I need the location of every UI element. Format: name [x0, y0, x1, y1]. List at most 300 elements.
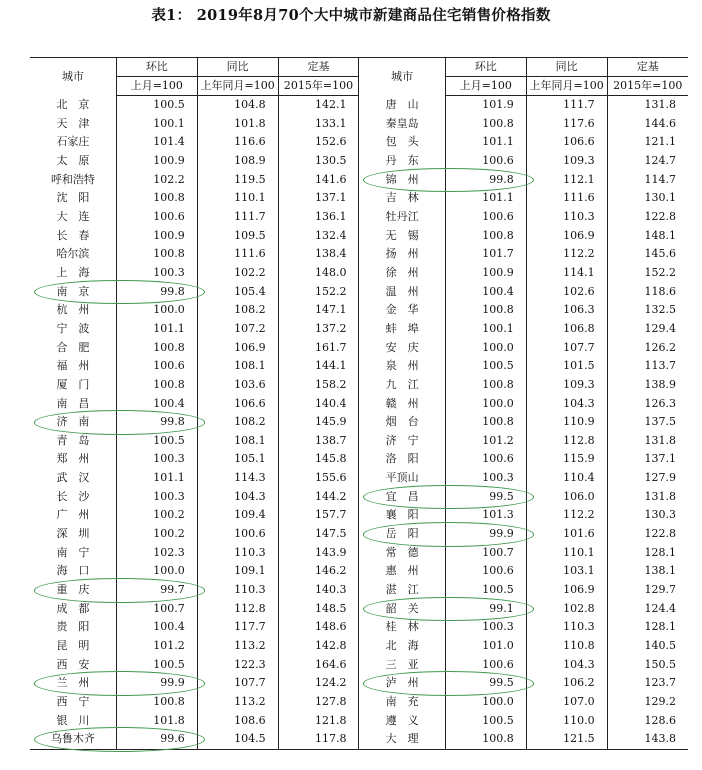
cell-mom-right: 100.6 [445, 208, 526, 227]
cell-city-left: 贵 阳 [56, 620, 90, 634]
cell-yoy-left: 107.2 [197, 320, 278, 339]
cell-city-right: 泸 州 [359, 674, 445, 693]
cell-yoy-left: 105.4 [197, 283, 278, 302]
header-city-left: 城市 [30, 58, 116, 96]
cell-mom-right: 101.9 [445, 96, 526, 115]
cell-base-right: 132.5 [607, 301, 688, 320]
cell-city-right: 洛 阳 [359, 450, 445, 469]
cell-city-left: 乌鲁木齐 [30, 730, 116, 749]
cell-city-left: 南 京 [56, 284, 90, 298]
cell-mom-left: 100.1 [116, 115, 197, 134]
cell-base-right: 113.7 [607, 357, 688, 376]
cell-base-right: 124.7 [607, 152, 688, 171]
cell-base-left: 144.2 [278, 488, 359, 507]
cell-city-left: 南 昌 [56, 396, 90, 410]
cell-yoy-right: 111.6 [526, 189, 607, 208]
cell-city-left: 武 汉 [56, 471, 90, 485]
cell-yoy-right: 112.2 [526, 506, 607, 525]
cell-city-left: 天 津 [56, 116, 90, 130]
cell-mom-right: 100.3 [445, 469, 526, 488]
cell-city-right: 金 华 [359, 301, 445, 320]
cell-mom-right: 100.5 [445, 581, 526, 600]
cell-yoy-right: 101.5 [526, 357, 607, 376]
cell-base-left: 146.2 [278, 562, 359, 581]
cell-city-left: 沈 阳 [56, 191, 90, 205]
cell-yoy-left: 110.3 [197, 544, 278, 563]
cell-city-left: 大 连 [56, 209, 90, 223]
cell-base-right: 131.8 [607, 432, 688, 451]
cell-yoy-right: 106.9 [526, 581, 607, 600]
header-row-main [30, 58, 688, 77]
cell-mom-left: 100.6 [116, 208, 197, 227]
cell-yoy-left: 106.6 [197, 395, 278, 414]
cell-mom-right: 100.5 [445, 712, 526, 731]
cell-city-left: 长 春 [56, 228, 90, 242]
cell-base-left: 141.6 [278, 171, 359, 190]
cell-base-right: 144.6 [607, 115, 688, 134]
cell-base-left: 136.1 [278, 208, 359, 227]
table-row [30, 488, 688, 507]
cell-base-left: 137.2 [278, 320, 359, 339]
cell-mom-left: 100.5 [116, 656, 197, 675]
cell-base-right: 129.7 [607, 581, 688, 600]
cell-mom-right: 101.1 [445, 133, 526, 152]
cell-yoy-left: 105.1 [197, 450, 278, 469]
cell-city-left: 银 川 [56, 713, 90, 727]
cell-yoy-right: 106.6 [526, 133, 607, 152]
cell-mom-left: 101.2 [116, 637, 197, 656]
table-row [30, 581, 688, 600]
price-index-table [30, 57, 688, 750]
cell-yoy-left: 108.1 [197, 432, 278, 451]
cell-base-left: 164.6 [278, 656, 359, 675]
cell-base-right: 150.5 [607, 656, 688, 675]
cell-city-right: 北 海 [359, 637, 445, 656]
cell-base-right: 131.8 [607, 488, 688, 507]
cell-mom-left: 100.8 [116, 376, 197, 395]
cell-mom-left: 100.3 [116, 488, 197, 507]
table-row [30, 96, 688, 115]
subheader-yoy-right: 上年同月=100 [526, 77, 607, 96]
table-row [30, 227, 688, 246]
cell-city-right: 丹 东 [359, 152, 445, 171]
cell-mom-right: 100.9 [445, 264, 526, 283]
cell-base-left: 148.5 [278, 600, 359, 619]
cell-base-left: 148.0 [278, 264, 359, 283]
cell-yoy-left: 112.8 [197, 600, 278, 619]
cell-base-right: 138.9 [607, 376, 688, 395]
cell-city-left: 呼和浩特 [50, 172, 95, 186]
cell-city-right: 牡丹江 [359, 208, 445, 227]
cell-yoy-left: 117.7 [197, 618, 278, 637]
cell-base-left: 117.8 [278, 730, 359, 749]
cell-city-left: 西 安 [56, 657, 90, 671]
cell-mom-left: 100.4 [116, 618, 197, 637]
cell-mom-left: 100.2 [116, 525, 197, 544]
cell-yoy-left: 103.6 [197, 376, 278, 395]
cell-base-right: 130.1 [607, 189, 688, 208]
cell-yoy-right: 121.5 [526, 730, 607, 749]
table-row [30, 133, 688, 152]
subheader-yoy-left: 上年同月=100 [197, 77, 278, 96]
cell-base-left: 138.4 [278, 245, 359, 264]
cell-yoy-left: 110.1 [197, 189, 278, 208]
cell-base-right: 130.3 [607, 506, 688, 525]
cell-base-left: 158.2 [278, 376, 359, 395]
cell-yoy-right: 115.9 [526, 450, 607, 469]
cell-city-left: 重 庆 [56, 583, 90, 597]
cell-base-right: 127.9 [607, 469, 688, 488]
cell-city-right: 安 庆 [359, 339, 445, 358]
cell-base-left: 130.5 [278, 152, 359, 171]
table-row [30, 693, 688, 712]
cell-mom-left: 100.3 [116, 264, 197, 283]
cell-city-left: 广 州 [56, 508, 90, 522]
cell-yoy-left: 119.5 [197, 171, 278, 190]
header-base-left: 定基 [278, 58, 359, 77]
cell-city-left: 昆 明 [56, 639, 90, 653]
cell-city-left: 青 岛 [56, 433, 90, 447]
cell-mom-left: 101.4 [116, 133, 197, 152]
cell-yoy-left: 104.5 [197, 730, 278, 749]
cell-base-left: 152.2 [278, 283, 359, 302]
cell-city-left: 西 宁 [56, 695, 90, 708]
cell-mom-left: 100.4 [116, 395, 197, 414]
cell-base-left: 155.6 [278, 469, 359, 488]
cell-base-right: 114.7 [607, 171, 688, 190]
header-base-right: 定基 [607, 58, 688, 77]
cell-mom-right: 100.8 [445, 301, 526, 320]
cell-base-right: 138.1 [607, 562, 688, 581]
cell-mom-left: 100.5 [116, 432, 197, 451]
table-row [30, 712, 688, 731]
cell-yoy-left: 114.3 [197, 469, 278, 488]
cell-base-right: 121.1 [607, 133, 688, 152]
table-row [30, 189, 688, 208]
cell-yoy-left: 109.1 [197, 562, 278, 581]
cell-yoy-right: 112.2 [526, 245, 607, 264]
cell-yoy-right: 104.3 [526, 656, 607, 675]
cell-base-right: 140.5 [607, 637, 688, 656]
cell-yoy-left: 113.2 [197, 637, 278, 656]
cell-mom-right: 100.8 [445, 376, 526, 395]
cell-base-right: 137.1 [607, 450, 688, 469]
cell-yoy-left: 111.7 [197, 208, 278, 227]
cell-yoy-left: 110.3 [197, 581, 278, 600]
cell-city-left: 石家庄 [56, 135, 90, 149]
cell-yoy-right: 112.8 [526, 432, 607, 451]
cell-yoy-left: 108.2 [197, 413, 278, 432]
table-row [30, 245, 688, 264]
table-row [30, 395, 688, 414]
cell-mom-right: 100.6 [445, 450, 526, 469]
cell-city-right: 湛 江 [359, 581, 445, 600]
cell-base-right: 124.4 [607, 600, 688, 619]
cell-city-right: 宜 昌 [359, 488, 445, 507]
cell-base-left: 142.1 [278, 96, 359, 115]
header-city-right: 城市 [359, 58, 445, 96]
cell-base-left: 147.5 [278, 525, 359, 544]
cell-yoy-right: 106.8 [526, 320, 607, 339]
cell-yoy-right: 110.3 [526, 618, 607, 637]
cell-base-left: 133.1 [278, 115, 359, 134]
cell-mom-left: 100.3 [116, 450, 197, 469]
cell-city-right: 蚌 埠 [359, 320, 445, 339]
header-mom-right: 环比 [445, 58, 526, 77]
cell-base-right: 137.5 [607, 413, 688, 432]
cell-mom-right: 100.3 [445, 618, 526, 637]
cell-mom-left: 100.7 [116, 600, 197, 619]
table-row [30, 152, 688, 171]
table-row [30, 656, 688, 675]
cell-mom-right: 100.7 [445, 544, 526, 563]
cell-city-left: 长 沙 [56, 489, 90, 503]
cell-yoy-right: 110.9 [526, 413, 607, 432]
cell-city-left: 合 肥 [56, 340, 90, 354]
cell-city-left: 杭 州 [56, 303, 90, 317]
table-row [30, 506, 688, 525]
cell-mom-left: 100.9 [116, 152, 197, 171]
cell-mom-right: 100.8 [445, 730, 526, 749]
cell-yoy-right: 109.3 [526, 152, 607, 171]
cell-city-left: 宁 波 [56, 321, 90, 335]
cell-city-right: 徐 州 [359, 264, 445, 283]
cell-mom-right: 99.8 [445, 171, 526, 190]
cell-yoy-left: 108.9 [197, 152, 278, 171]
cell-city-right: 吉 林 [359, 189, 445, 208]
cell-yoy-right: 109.3 [526, 376, 607, 395]
cell-yoy-right: 110.8 [526, 637, 607, 656]
cell-base-left: 148.6 [278, 618, 359, 637]
cell-mom-right: 100.8 [445, 115, 526, 134]
cell-mom-right: 100.4 [445, 283, 526, 302]
cell-yoy-right: 106.3 [526, 301, 607, 320]
cell-mom-left: 99.8 [116, 413, 197, 432]
cell-yoy-left: 104.8 [197, 96, 278, 115]
cell-base-right: 152.2 [607, 264, 688, 283]
cell-mom-left: 100.9 [116, 227, 197, 246]
cell-city-right: 襄 阳 [359, 506, 445, 525]
cell-base-left: 147.1 [278, 301, 359, 320]
cell-yoy-left: 113.2 [197, 693, 278, 712]
cell-mom-left: 101.1 [116, 469, 197, 488]
cell-mom-left: 100.5 [116, 96, 197, 115]
cell-mom-right: 100.5 [445, 357, 526, 376]
cell-mom-left: 99.8 [116, 283, 197, 302]
cell-city-right: 三 亚 [359, 656, 445, 675]
cell-base-left: 144.1 [278, 357, 359, 376]
cell-base-right: 118.6 [607, 283, 688, 302]
cell-mom-right: 99.1 [445, 600, 526, 619]
cell-city-right: 包 头 [359, 133, 445, 152]
cell-city-right: 赣 州 [359, 395, 445, 414]
table-row [30, 469, 688, 488]
cell-mom-left: 100.8 [116, 693, 197, 712]
cell-base-right: 129.4 [607, 320, 688, 339]
cell-mom-right: 100.6 [445, 562, 526, 581]
cell-yoy-left: 106.9 [197, 339, 278, 358]
cell-mom-left: 100.6 [116, 357, 197, 376]
cell-mom-left: 100.0 [116, 562, 197, 581]
cell-city-right: 岳 阳 [359, 525, 445, 544]
table-row [30, 432, 688, 451]
table-row [30, 264, 688, 283]
cell-city-right: 遵 义 [359, 712, 445, 731]
cell-mom-left: 101.1 [116, 320, 197, 339]
table-row [30, 618, 688, 637]
cell-base-left: 145.9 [278, 413, 359, 432]
cell-base-right: 128.6 [607, 712, 688, 731]
cell-base-left: 124.2 [278, 674, 359, 693]
cell-mom-right: 99.5 [445, 674, 526, 693]
cell-base-left: 161.7 [278, 339, 359, 358]
cell-city-right: 秦皇岛 [359, 115, 445, 134]
cell-mom-right: 100.1 [445, 320, 526, 339]
cell-city-left: 成 都 [56, 601, 90, 615]
cell-base-right: 126.3 [607, 395, 688, 414]
cell-base-left: 138.7 [278, 432, 359, 451]
cell-yoy-right: 103.1 [526, 562, 607, 581]
cell-base-left: 157.7 [278, 506, 359, 525]
subheader-mom-right: 上月=100 [445, 77, 526, 96]
table-row [30, 525, 688, 544]
cell-base-left: 140.4 [278, 395, 359, 414]
table-body [30, 96, 688, 750]
cell-yoy-right: 110.3 [526, 208, 607, 227]
cell-city-right: 平顶山 [359, 469, 445, 488]
cell-mom-right: 100.6 [445, 152, 526, 171]
cell-yoy-left: 108.6 [197, 712, 278, 731]
table-row [30, 600, 688, 619]
header-yoy-left: 同比 [197, 58, 278, 77]
table-row [30, 357, 688, 376]
cell-base-right: 123.7 [607, 674, 688, 693]
cell-mom-left: 100.8 [116, 245, 197, 264]
cell-base-left: 127.8 [278, 693, 359, 712]
cell-base-right: 143.8 [607, 730, 688, 749]
cell-mom-left: 99.9 [116, 674, 197, 693]
cell-city-left: 厦 门 [56, 377, 90, 391]
cell-yoy-left: 109.4 [197, 506, 278, 525]
cell-yoy-right: 107.7 [526, 339, 607, 358]
cell-mom-right: 99.5 [445, 488, 526, 507]
cell-city-right: 泉 州 [359, 357, 445, 376]
header-mom-left: 环比 [116, 58, 197, 77]
cell-yoy-left: 116.6 [197, 133, 278, 152]
table-row [30, 637, 688, 656]
cell-mom-right: 100.8 [445, 227, 526, 246]
cell-city-right: 桂 林 [359, 618, 445, 637]
cell-mom-right: 101.1 [445, 189, 526, 208]
cell-city-left: 北 京 [56, 97, 90, 111]
table-row [30, 376, 688, 395]
cell-yoy-left: 111.6 [197, 245, 278, 264]
cell-yoy-right: 102.6 [526, 283, 607, 302]
cell-yoy-right: 106.2 [526, 674, 607, 693]
table-row [30, 544, 688, 563]
table-row [30, 115, 688, 134]
cell-city-right: 扬 州 [359, 245, 445, 264]
cell-yoy-right: 114.1 [526, 264, 607, 283]
cell-yoy-left: 108.1 [197, 357, 278, 376]
cell-yoy-right: 106.0 [526, 488, 607, 507]
table-row [30, 320, 688, 339]
cell-mom-right: 101.0 [445, 637, 526, 656]
table-row [30, 730, 688, 749]
cell-city-left: 兰 州 [56, 676, 90, 690]
cell-base-left: 143.9 [278, 544, 359, 563]
cell-base-right: 126.2 [607, 339, 688, 358]
cell-base-right: 148.1 [607, 227, 688, 246]
cell-mom-left: 99.6 [116, 730, 197, 749]
cell-mom-right: 100.0 [445, 395, 526, 414]
cell-mom-right: 100.8 [445, 413, 526, 432]
cell-city-right: 锦 州 [359, 171, 445, 190]
cell-base-left: 137.1 [278, 189, 359, 208]
cell-city-right: 惠 州 [359, 562, 445, 581]
cell-yoy-right: 101.6 [526, 525, 607, 544]
cell-base-left: 140.3 [278, 581, 359, 600]
cell-yoy-left: 104.3 [197, 488, 278, 507]
cell-city-right: 大 理 [359, 730, 445, 749]
cell-yoy-right: 110.0 [526, 712, 607, 731]
cell-base-left: 152.6 [278, 133, 359, 152]
subheader-base-left: 2015年=100 [278, 77, 359, 96]
cell-mom-left: 101.8 [116, 712, 197, 731]
cell-city-right: 唐 山 [359, 96, 445, 115]
cell-yoy-right: 111.7 [526, 96, 607, 115]
cell-base-left: 142.8 [278, 637, 359, 656]
table-row [30, 339, 688, 358]
table-row [30, 450, 688, 469]
table-title: 表1： 2019年8月70个大中城市新建商品住宅销售价格指数 [151, 7, 551, 24]
cell-mom-left: 100.8 [116, 339, 197, 358]
table-row [30, 562, 688, 581]
cell-yoy-right: 107.0 [526, 693, 607, 712]
cell-city-right: 韶 关 [359, 600, 445, 619]
cell-city-left: 海 口 [56, 564, 90, 578]
cell-mom-right: 101.7 [445, 245, 526, 264]
cell-yoy-right: 104.3 [526, 395, 607, 414]
table-row [30, 208, 688, 227]
cell-city-left: 南 宁 [56, 545, 90, 559]
table-row [30, 171, 688, 190]
cell-mom-right: 100.0 [445, 693, 526, 712]
cell-base-right: 128.1 [607, 618, 688, 637]
subheader-mom-left: 上月=100 [116, 77, 197, 96]
cell-city-left: 济 南 [56, 415, 90, 429]
header-yoy-right: 同比 [526, 58, 607, 77]
cell-mom-left: 100.2 [116, 506, 197, 525]
cell-yoy-right: 110.1 [526, 544, 607, 563]
cell-base-right: 122.8 [607, 208, 688, 227]
cell-city-right: 常 德 [359, 544, 445, 563]
cell-mom-left: 99.7 [116, 581, 197, 600]
table-row [30, 283, 688, 302]
cell-city-right: 烟 台 [359, 413, 445, 432]
cell-mom-left: 102.3 [116, 544, 197, 563]
cell-base-right: 131.8 [607, 96, 688, 115]
cell-base-right: 145.6 [607, 245, 688, 264]
cell-mom-left: 102.2 [116, 171, 197, 190]
cell-yoy-left: 122.3 [197, 656, 278, 675]
cell-yoy-right: 117.6 [526, 115, 607, 134]
cell-yoy-right: 112.1 [526, 171, 607, 190]
cell-mom-right: 101.2 [445, 432, 526, 451]
table-row [30, 413, 688, 432]
cell-mom-right: 100.0 [445, 339, 526, 358]
cell-yoy-left: 109.5 [197, 227, 278, 246]
